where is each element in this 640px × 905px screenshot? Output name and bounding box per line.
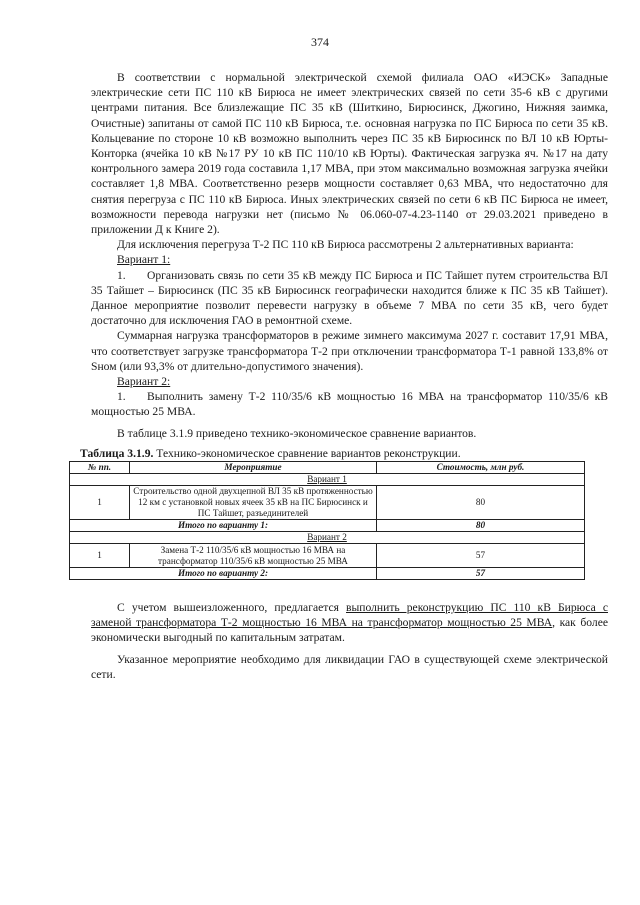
total-2-value: 57 (377, 568, 585, 580)
row2-number: 1 (70, 544, 130, 568)
comparison-table (69, 461, 585, 580)
page-number: 374 (311, 35, 329, 49)
header-number: № пп. (70, 462, 130, 474)
row1-measure: Строительство одной двухцепной ВЛ 35 кВ протяженностью 12 км с установкой новых ячеек 35 кВ на ПС Бирюсинск и ПС Тайшет, разъединителей (130, 486, 377, 520)
paragraph-alternatives-intro: Для исключения перегруза Т-2 ПС 110 кВ Бирюса рассмотрены 2 альтернативных варианта: (117, 238, 574, 252)
variant-2-item-text: Выполнить замену Т-2 110/35/6 кВ мощностью 16 МВА на трансформатор 110/35/6 кВ мощностью 25 МВА. (91, 390, 608, 419)
table-caption-text: Технико-экономическое сравнение вариантов реконструкции. (153, 447, 461, 460)
text-block-top (91, 70, 608, 441)
total-1-label: Итого по варианту 1: (70, 520, 377, 532)
table-caption-number: Таблица 3.1.9. (80, 447, 154, 460)
variant-2-row: Вариант 2 (70, 532, 585, 544)
variant-2-item (91, 389, 608, 419)
row2-measure: Замена Т-2 110/35/6 кВ мощностью 16 МВА на трансформатор 110/35/6 кВ мощностью 25 МВА (130, 544, 377, 568)
row1-number: 1 (70, 486, 130, 520)
total-2-label: Итого по варианту 2: (70, 568, 377, 580)
text-block-bottom (91, 600, 608, 682)
paragraph-network-description: В соответствии с нормальной электрической схемой филиала ОАО «ИЭСК» Западные электрические сети ПС 110 кВ Бирюса не имеет электрических связей по сети 35-6 кВ с другими центрами питания. Все близлежащие ПС 35 кВ (Шиткино, Бирюсинск, Джогино, Нижняя заимка, Очистные) запитаны от самой ПС 110 кВ Бирюса, т.е. основная нагрузка по ПС Бирюса по сети 35 кВ. Кольцевание по стороне 10 кВ возможно выполнить через ПС 35 кВ Бирюсинск по ВЛ 10 кВ Юрты-Конторка (ячейка 10 кВ №17 РУ 10 кВ ПС 110/10 кВ Юрты). Фактическая загрузка яч. №17 на дату контрольного замера 2019 года составила 1,17 МВА, при этом максимально возможная загрузка ячейки составляет 1,8 МВА. Соответственно резерв мощности составляет 0,63 МВА, что недостаточно для снятия перегруза с ПС 110 кВ Бирюса. Иных электрических связей по сети 6 кВ ПС Бирюса не имеет, возможности перевода нагрузки нет (письмо № 06.060-07-4.23-1140 от 29.03.2021 приведено в приложении Д к Книге 2). (91, 71, 608, 237)
header-measure: Мероприятие (130, 462, 377, 474)
paragraph-final: Указанное мероприятие необходимо для ликвидации ГАО в существующей схеме электрической сети. (91, 652, 608, 681)
paragraph-load-summary: Суммарная нагрузка трансформаторов в режиме зимнего максимума 2027 г. составит 17,91 МВА, что соответствует загрузке трансформатора Т-2 при отключении трансформатора Т-1 равной 133,8% от Sном (или 93,3% от длительно-допустимого значения). (91, 329, 608, 373)
variant-1-item-text: Организовать связь по сети 35 кВ между ПС Бирюса и ПС Тайшет путем строительства ВЛ 35 Тайшет – Бирюсинск (ПС 35 кВ Бирюсинск географически находится ближе к ПС 35 кВ Тайшет). Данное мероприятие позволит перевести нагрузку в объеме 7 МВА по сети 35 кВ, чего будет достаточно для исключения ГАО в ремонтной схеме. (91, 268, 608, 328)
row1-cost: 80 (377, 486, 585, 520)
table-row (70, 544, 585, 568)
variant-1-item (91, 268, 608, 329)
variant-1-row: Вариант 1 (70, 474, 585, 486)
variant-1-item-number: 1. (117, 268, 126, 282)
table-row (70, 486, 585, 520)
variant-2-item-number: 1. (117, 390, 126, 404)
conclusion-prefix: С учетом вышеизложенного, предлагается (117, 601, 347, 614)
total-1-value: 80 (377, 520, 585, 532)
variant-2-heading: Вариант 2: (117, 375, 171, 389)
paragraph-table-reference: В таблице 3.1.9 приведено технико-экономическое сравнение вариантов. (117, 426, 477, 440)
variant-1-heading: Вариант 1: (117, 253, 171, 267)
table-caption (80, 447, 461, 460)
row2-cost: 57 (377, 544, 585, 568)
conclusion-suffix: , как более экономически выгодный по капитальным затратам. (91, 616, 608, 645)
table-header-row (70, 462, 585, 474)
header-cost: Стоимость, млн руб. (377, 462, 585, 474)
conclusion-recommendation: выполнить реконструкцию ПС 110 кВ Бирюса с заменой трансформатора Т-2 мощностью 16 МВА на трансформатор мощностью 25 МВА (91, 601, 608, 630)
paragraph-conclusion (91, 600, 608, 646)
